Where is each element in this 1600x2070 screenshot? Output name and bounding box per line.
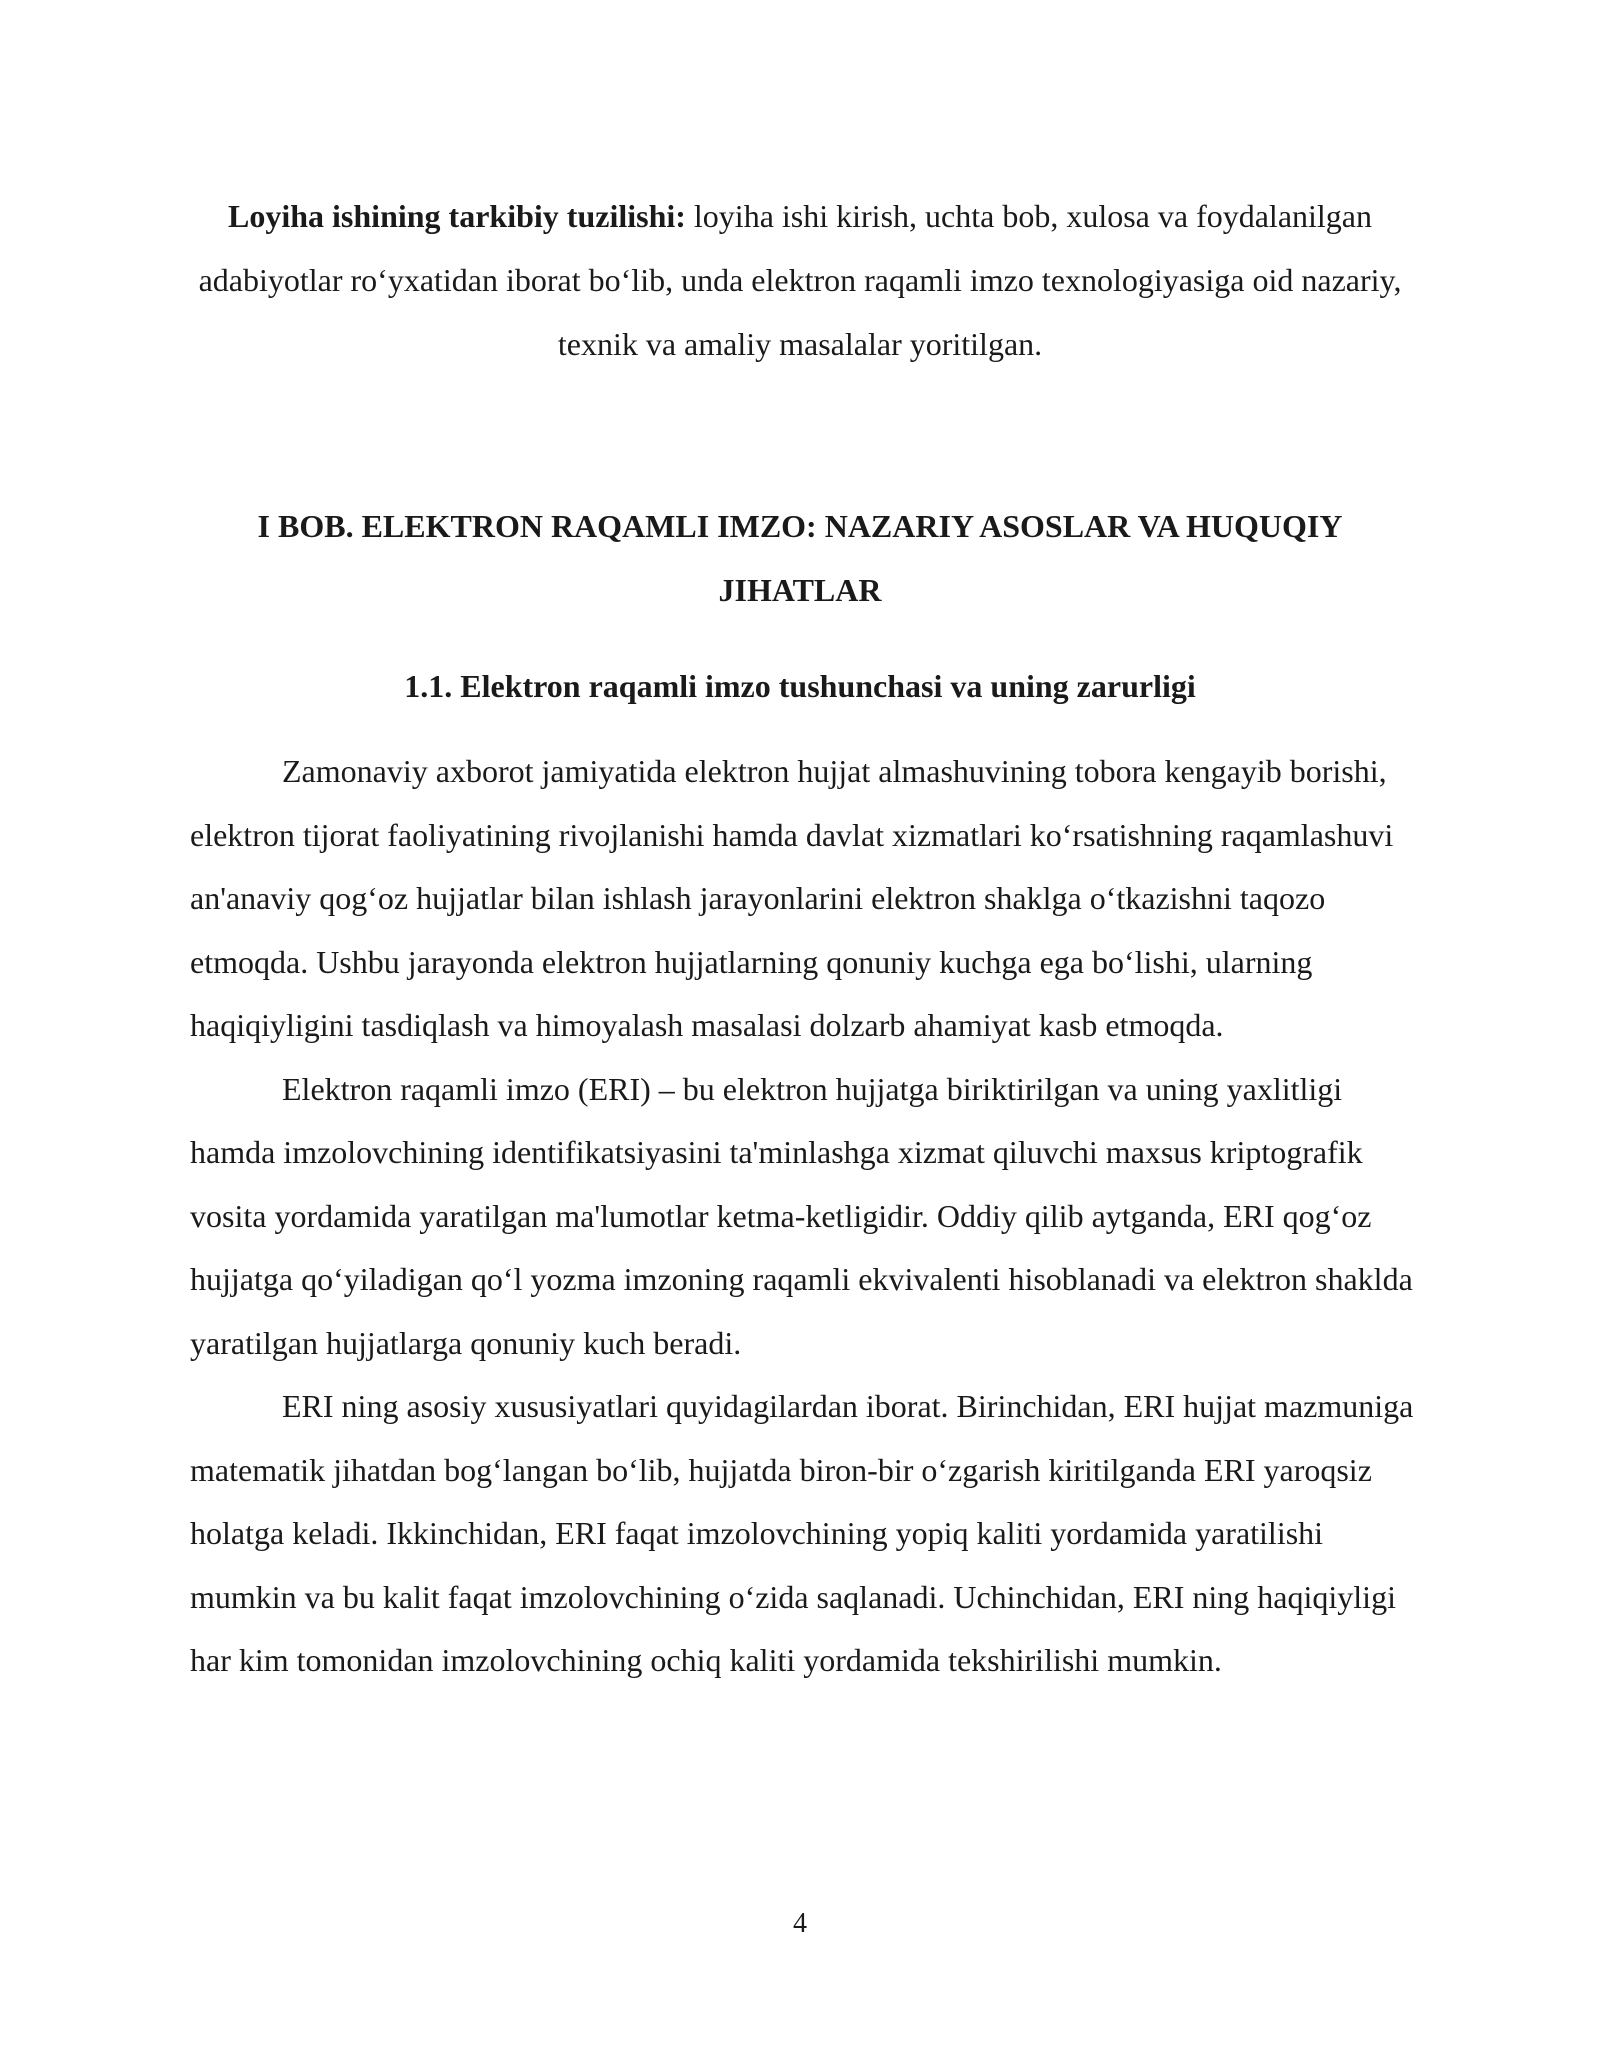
body-text <box>190 740 1420 1693</box>
chapter-title: I BOB. ELEKTRON RAQAMLI IMZO: NAZARIY ASOSLAR VA HUQUQIY JIHATLAR <box>257 508 1343 608</box>
paragraph-2: Elektron raqamli imzo (ERI) – bu elektron hujjatga biriktirilgan va uning yaxlitligi hamda imzolovchining identifikatsiyasini ta'minlashga xizmat qiluvchi maxsus kriptografik vosita yordamida yaratilgan ma'lumotlar ketma-ketligidir. Oddiy qilib aytganda, ERI qog‘oz hujjatga qo‘yiladigan qo‘l yozma imzoning raqamli ekvivalenti hisoblanadi va elektron shaklda yaratilgan hujjatlarga qonuniy kuch beradi. <box>190 1070 1413 1361</box>
paragraph-3: ERI ning asosiy xususiyatlari quyidagilardan iborat. Birinchidan, ERI hujjat mazmuniga matematik jihatdan bog‘langan bo‘lib, hujjatda biron-bir o‘zgarish kiritilganda ERI yaroqsiz holatga keladi. Ikkinchidan, ERI faqat imzolovchining yopiq kaliti yordamida yaratilishi mumkin va bu kalit faqat imzolovchining o‘zida saqlanadi. Uchinchidan, ERI ning haqiqiyligi har kim tomonidan imzolovchining ochiq kaliti yordamida tekshirilishi mumkin. <box>190 1388 1414 1678</box>
intro-paragraph <box>190 184 1410 376</box>
paragraph-1: Zamonaviy axborot jamiyatida elektron hujjat almashuvining tobora kengayib borishi, elektron tijorat faoliyatining rivojlanishi hamda davlat xizmatlari ko‘rsatishning raqamlashuvi an'anaviy qog‘oz hujjatlar bilan ishlash jarayonlarini elektron shaklga o‘tkazishni taqozo etmoqda. Ushbu jarayonda elektron hujjatlarning qonuniy kuchga ega bo‘lishi, ularning haqiqiyligini tasdiqlash va himoyalash masalasi dolzarb ahamiyat kasb etmoqda. <box>190 753 1394 1043</box>
intro-label: Loyiha ishining tarkibiy tuzilishi: <box>228 198 686 234</box>
page-number: 4 <box>793 1908 807 1939</box>
intro-text: loyiha ishi kirish, uchta bob, xulosa va foydalanilgan adabiyotlar ro‘yxatidan iborat bo‘lib, unda elektron raqamli imzo texnologiyasiga oid nazariy, texnik va amaliy masalalar yoritilgan. <box>198 198 1402 362</box>
section-title: 1.1. Elektron raqamli imzo tushunchasi va uning zarurligi <box>404 668 1196 704</box>
